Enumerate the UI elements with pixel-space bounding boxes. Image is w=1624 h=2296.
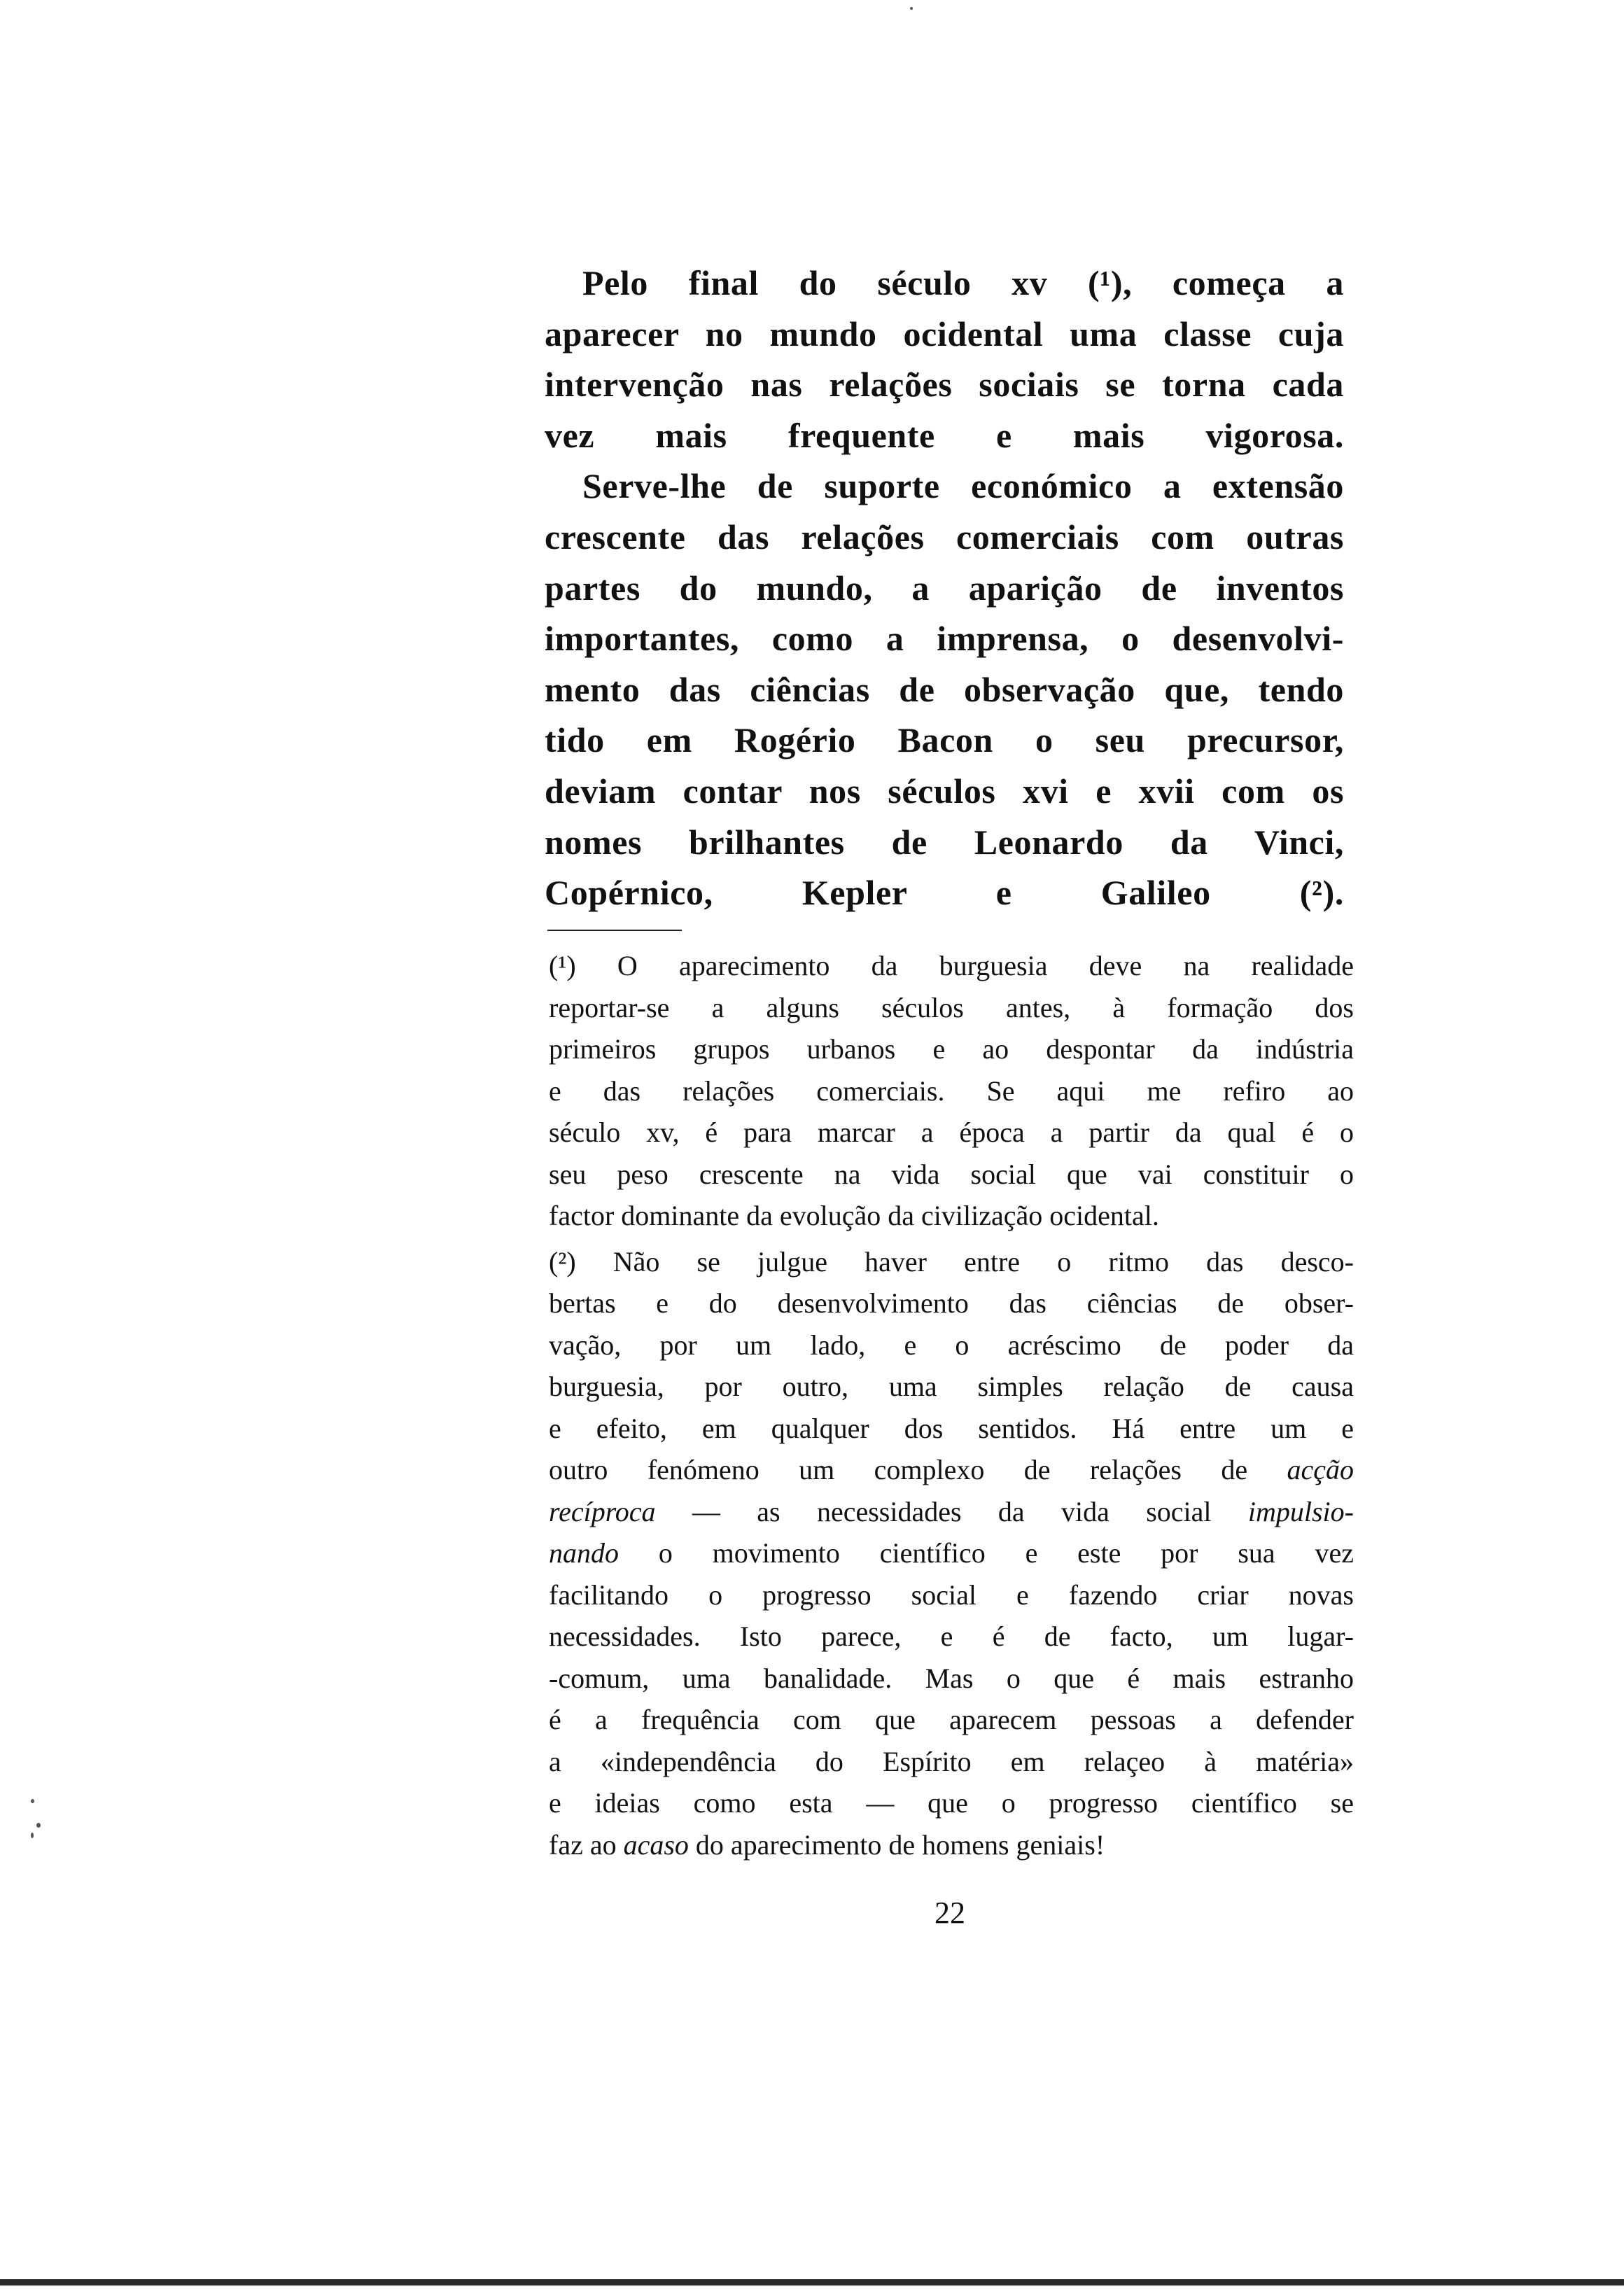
footnote-line: -comum, uma banalidade. Mas o que é mais estranho [549,1662,1354,1694]
scan-bottom-edge [0,2279,1624,2286]
paragraph-2 [545,461,1344,918]
paragraph-line: nomes brilhantes de Leonardo da Vinci, [545,822,1344,862]
paragraph-line: partes do mundo, a aparição de inventos [545,568,1344,608]
footnote-line: século xv, é para marcar a época a partir da qual é o [549,1116,1354,1148]
footnote-line: a «independência do Espírito em relaçeo à matéria» [549,1745,1354,1777]
footnote-line: é a frequência com que aparecem pessoas a defender [549,1704,1354,1735]
footnote-line: e ideias como esta — que o progresso científico se [549,1787,1354,1819]
footnote-line [549,1449,1354,1491]
footnote-line [549,1824,1354,1866]
footnote-line [549,1491,1354,1533]
scan-speck [36,1823,41,1828]
footnote-italic: impulsio- [1247,1495,1354,1527]
paragraph-line: Pelo final do século xv (¹), começa a [582,263,1344,302]
scan-speck [910,7,913,10]
footnote-italic: recíproca [549,1495,656,1527]
footnote-2 [549,1241,1354,1866]
footnote-line [549,1532,1354,1574]
paragraph-line: mento das ciências de observação que, tendo [545,669,1344,709]
footnotes [549,945,1354,1870]
page-number: 22 [934,1896,965,1930]
footnote-line: facilitando o progresso social e fazendo criar novas [549,1578,1354,1611]
footnote-line: (²) Não se julgue haver entre o ritmo das desco- [549,1245,1354,1278]
footnote-line: burguesia, por outro, uma simples relação de causa [549,1371,1354,1402]
paragraph-1 [545,258,1344,461]
footnote-line: e das relações comerciais. Se aqui me refiro ao [549,1074,1354,1107]
footnote-line: vação, por um lado, e o acréscimo de poder da [549,1329,1354,1361]
paragraph-line: crescente das relações comerciais com outras [545,517,1344,556]
footnote-line: bertas e do desenvolvimento das ciências de obser- [549,1287,1354,1319]
paragraph-line: Serve-lhe de suporte económico a extensão [582,466,1344,506]
footnote-1 [549,945,1354,1237]
footnote-line: primeiros grupos urbanos e ao despontar da indústria [549,1033,1354,1065]
paragraph-line: vez mais frequente e mais vigorosa. [545,415,1344,455]
footnote-text: — as necessidades da vida social [655,1495,1248,1527]
paragraph-line: Copérnico, Kepler e Galileo (²). [545,873,1344,913]
footnote-text: o movimento científico e este por sua vez [619,1537,1354,1569]
footnote-line: factor dominante da evolução da civilização ocidental. [549,1200,1159,1231]
footnote-line: reportar-se a alguns séculos antes, à formação dos [549,991,1354,1023]
scan-speck [31,1833,34,1838]
main-text [545,258,1344,918]
footnote-text: faz ao [549,1828,624,1861]
footnote-line: e efeito, em qualquer dos sentidos. Há entre um e [549,1412,1354,1444]
paragraph-line: tido em Rogério Bacon o seu precursor, [545,720,1344,760]
scan-speck [31,1799,34,1803]
footnote-line: (¹) O aparecimento da burguesia deve na realidade [549,950,1354,981]
footnote-line: necessidades. Isto parece, e é de facto, um lugar- [549,1620,1354,1652]
footnote-italic: acção [1287,1454,1354,1485]
paragraph-line: deviam contar nos séculos xvi e xvii com os [545,771,1344,811]
paragraph-line: intervenção nas relações sociais se torna cada [545,365,1344,405]
paragraph-line: importantes, como a imprensa, o desenvolvi- [545,619,1344,659]
footnote-line: seu peso crescente na vida social que vai constituir o [549,1158,1354,1190]
footnote-text: do aparecimento de homens geniais! [688,1828,1105,1861]
footnote-separator [547,930,682,931]
paragraph-line: aparecer no mundo ocidental uma classe cuja [545,314,1344,354]
footnote-text: outro fenómeno um complexo de relações de [549,1454,1248,1485]
footnote-italic: acaso [623,1828,689,1861]
footnote-italic: nando [549,1537,619,1569]
